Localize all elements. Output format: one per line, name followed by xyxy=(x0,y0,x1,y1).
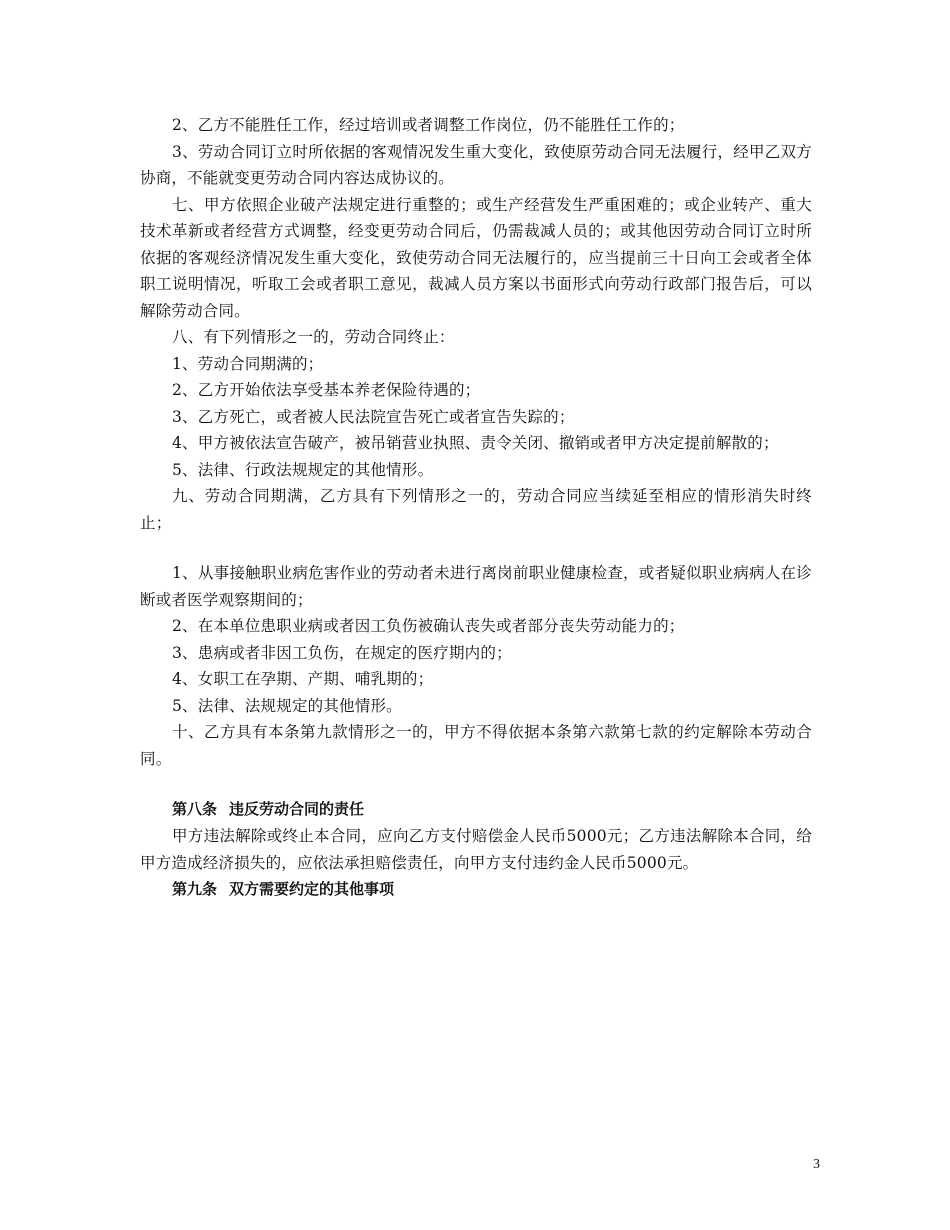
paragraph: 3、患病或者非因工负伤，在规定的医疗期内的； xyxy=(172,643,512,662)
article-9-heading xyxy=(140,876,812,903)
page-number: 3 xyxy=(813,1157,820,1172)
document-body xyxy=(140,112,812,903)
paragraph: 1、从事接触职业病危害作业的劳动者未进行离岗前职业健康检查，或者疑似职业病病人在诊断或者医学观察期间的； xyxy=(140,564,812,609)
blank-line xyxy=(140,536,812,560)
article-title: 违反劳动合同的责任 xyxy=(229,800,365,818)
paragraph: 3、劳动合同订立时所依据的客观情况发生重大变化，致使原劳动合同无法履行，经甲乙双方协商，不能就变更劳动合同内容达成协议的。 xyxy=(140,142,812,187)
article-number: 第九条 xyxy=(172,880,218,898)
paragraph: 2、乙方不能胜任工作，经过培训或者调整工作岗位，仍不能胜任工作的； xyxy=(172,116,685,134)
blank-line xyxy=(140,772,812,796)
article-title: 双方需要约定的其他事项 xyxy=(229,880,395,898)
paragraph: 十、乙方具有本条第九款情形之一的，甲方不得依据本条第六款第七款的约定解除本劳动合同。 xyxy=(140,723,812,768)
paragraph: 5、法律、行政法规规定的其他情形。 xyxy=(172,460,434,479)
paragraph: 2、乙方开始依法享受基本养老保险待遇的； xyxy=(172,381,481,399)
paragraph: 七、甲方依照企业破产法规定进行重整的；或生产经营发生严重困难的；或企业转产、重大技术革新或者经营方式调整，经变更劳动合同后，仍需裁减人员的；或其他因劳动合同订立时所依据的客观经济情况发生重大变化，致使劳动合同无法履行的，应当提前三十日向工会或者全体职工说明情况，听取工会或者职工意见，裁减人员方案以书面形式向劳动行政部门报告后，可以解除劳动合同。 xyxy=(140,195,812,320)
paragraph: 3、乙方死亡，或者被人民法院宣告死亡或者宣告失踪的； xyxy=(172,407,575,426)
paragraph: 八、有下列情形之一的，劳动合同终止： xyxy=(172,328,455,346)
article-number: 第八条 xyxy=(172,800,218,818)
paragraph: 1、劳动合同期满的； xyxy=(172,354,324,373)
paragraph: 5、法律、法规规定的其他情形。 xyxy=(172,696,402,715)
paragraph: 4、甲方被依法宣告破产，被吊销营业执照、责令关闭、撤销或者甲方决定提前解散的； xyxy=(172,434,779,452)
paragraph: 4、女职工在孕期、产期、哺乳期的； xyxy=(172,670,434,688)
paragraph: 2、在本单位患职业病或者因工负伤被确认丧失或者部分丧失劳动能力的； xyxy=(172,617,685,635)
paragraph: 甲方违法解除或终止本合同，应向乙方支付赔偿金人民币5000元；乙方违法解除本合同，给甲方造成经济损失的，应依法承担赔偿责任，向甲方支付违约金人民币5000元。 xyxy=(140,827,812,872)
paragraph: 九、劳动合同期满，乙方具有下列情形之一的，劳动合同应当续延至相应的情形消失时终止； xyxy=(140,487,812,532)
article-8-heading xyxy=(140,796,812,823)
